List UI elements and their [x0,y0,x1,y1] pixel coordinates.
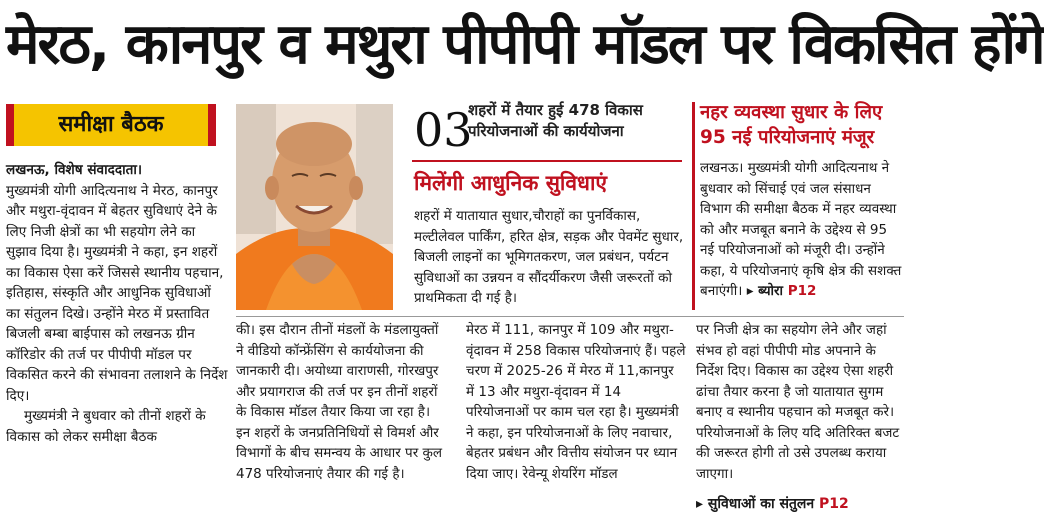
projects-summary: शहरों में तैयार हुई 478 विकास परियोजनाओं की कार्ययोजना [468,101,643,140]
canal-heading: नहर व्यवस्था सुधार के लिए 95 नई परियोजनाएं मंजूर [700,102,883,148]
number-badge: 03 [414,103,473,157]
byline: लखनऊ, विशेष संवाददाता। [6,162,143,178]
lead-paragraph: मुख्यमंत्री योगी आदित्यनाथ ने मेरठ, कानपुर और मथुरा-वृंदावन में बेहतर सुविधाएं देने के लिए निजी क्षेत्रों का भी सहयोग लेने का सुझाव दिया है। मुख्यमंत्री ने कहा, इन शहरों का विकास ऐसा करें जिससे स्थानीय पहचान, इतिहास, संस्कृति और आधुनिक सुविधाओं का संतुलन दिखे। उन्होंने मेरठ में प्रस्तावित बिजली बम्बा बाईपास को लखनऊ ग्रीन कॉरिडोर की तर्ज पर पीपीपी मॉडल पर विकसित करने की संभावना तलाशने के निर्देश दिए। [6,182,228,404]
facilities-heading: मिलेंगी आधुनिक सुविधाएं [414,171,607,195]
detail-reference[interactable] [747,283,817,299]
column-lead [6,160,228,447]
reference-label: ब्योरा [758,283,784,299]
portrait-photo [236,104,393,310]
page-reference: P12 [819,496,849,512]
column-4: पर निजी क्षेत्र का सहयोग लेने और जहां संभव हो वहां पीपीपी मोड अपनाने के निर्देश दिए। विकास का उद्देश्य ऐसा शहरी ढांचा तैयार करना है जो यातायात सुगम बनाए व स्थानीय पहचान को मजबूत करे। परियोजनाओं के लिए यदि अतिरिक्त बजट की जरूरत होगी तो उसे उपलब्ध कराया जाएगा। [696,322,900,482]
divider [412,160,682,162]
lead-paragraph-2: मुख्यमंत्री ने बुधवार को तीनों शहरों के विकास को लेकर समीक्षा बैठक [6,408,206,445]
column-2: की। इस दौरान तीनों मंडलों के मंडलायुक्तों ने वीडियो कॉन्फ्रेंसिंग से कार्ययोजना की जानकारी दी। अयोध्या वाराणसी, गोरखपुर और प्रयागराज की तर्ज पर इन तीनों शहरों के विकास मॉडल तैयार किया जा रहा है। इन शहरों के जनप्रतिनिधियों से विमर्श और विभागों के बीच समन्वय के आधार पर कुल 478 परियोजनाएं तैयार की गई है। [236,322,443,482]
facilities-text: शहरों में यातायात सुधार,चौराहों का पुनर्विकास, मल्टीलेवल पार्किंग, हरित क्षेत्र, सड़क और पेवमेंट सुधार, बिजली लाइनों का भूमिगतकरण, जल प्रबंधन, पर्यटन सुविधाओं का उन्नयन व सौंदर्यीकरण जैसी जरूरतों को प्राथमिकता दी गई है। [414,208,684,306]
section-tag: समीक्षा बैठक [6,104,216,146]
horizontal-divider [236,316,904,317]
caret-right-icon: ▸ [696,496,704,512]
portrait-illustration [236,104,393,310]
reference-label: सुविधाओं का संतुलन [707,496,815,512]
vertical-divider [692,102,695,310]
headline: मेरठ, कानपुर व मथुरा पीपीपी मॉडल पर विकसित होंगे [6,12,1044,77]
canal-body: लखनऊ। मुख्यमंत्री योगी आदित्यनाथ ने बुधवार को सिंचाई एवं जल संसाधन विभाग की समीक्षा बैठक में नहर व्यवस्था को और मजबूत बनाने के उद्देश्य से 95 नई परियोजनाओं को मंजूरी दी। उन्होंने कहा, ये परियोजनाएं कृषि क्षेत्र की सशक्त बनाएंगी। [700,160,902,299]
page-reference: P12 [787,283,817,299]
balance-reference[interactable] [696,492,904,516]
caret-right-icon: ▸ [746,283,754,299]
canal-text [700,158,904,302]
column-3: मेरठ में 111, कानपुर में 109 और मथुरा-वृंदावन में 258 विकास परियोजनाएं हैं। पहले चरण में 2025-26 में मेरठ में 11,कानपुर में 13 और मथुरा-वृंदावन में 14 परियोजनाओं पर काम चल रहा है। मुख्यमंत्री ने कहा, इन परियोजनाओं के लिए नवाचार, बेहतर प्रबंधन और वित्तीय संयोजन पर ध्यान दिया जाए। रेवेन्यू शेयरिंग मॉडल [466,322,686,482]
